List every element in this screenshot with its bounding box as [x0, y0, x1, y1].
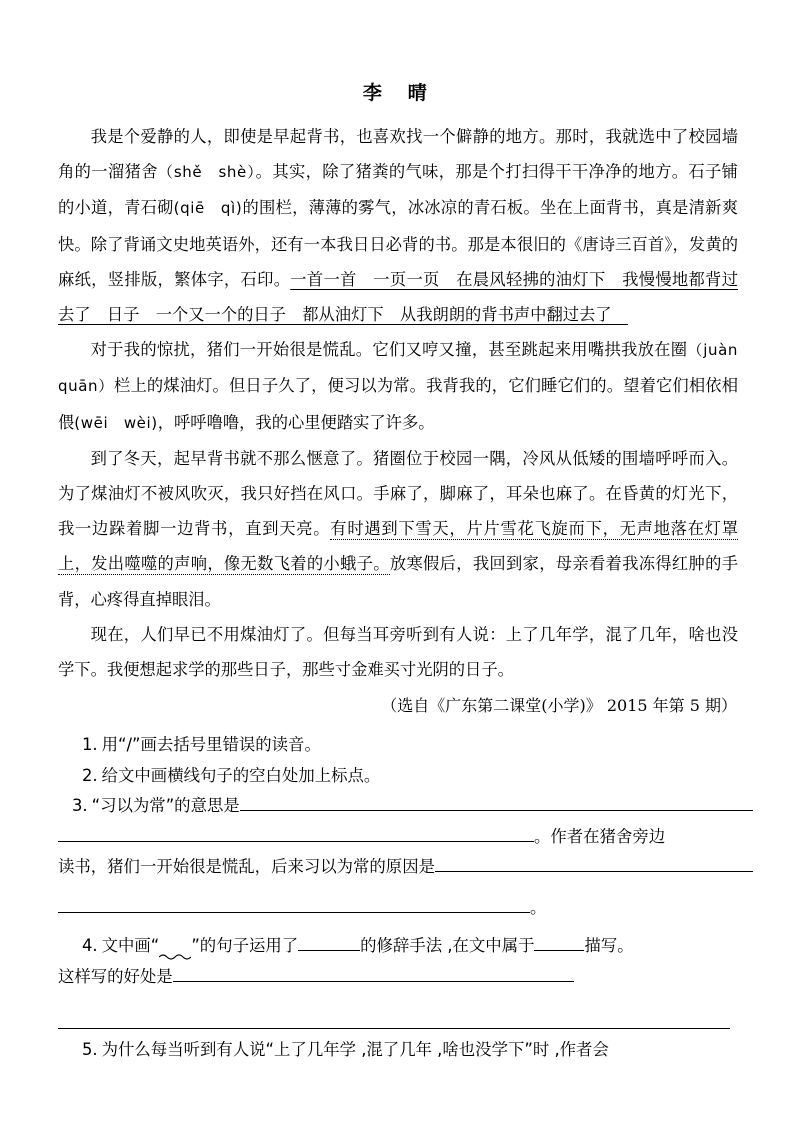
question-3-part-4: 。	[530, 897, 547, 917]
question-1	[58, 730, 753, 761]
question-4-number: 4.	[82, 936, 98, 956]
pinyin-qi: (qiē qì)	[173, 199, 243, 218]
para3-seg1: 到了冬天，起早背书就不那么惬意了。猪圈位于校园一隅，冷风从低矮的围墙呼呼而入。为了煤油灯不被风吹灭，我只好挡在风口。手麻了，脚麻了，耳朵也麻了。在昏黄的灯光下，我一边跺着脚一边背书，直到天亮。	[58, 448, 738, 539]
para2-seg1: 对于我的惊扰，猪们一开始很是慌乱。它们又哼又撞，甚至跳起来用嘴拱我放在圈	[90, 340, 688, 360]
question-5-number: 5.	[82, 1040, 98, 1060]
question-5-text: 为什么每当听到有人说“上了几年学 ,混了几年 ,啥也没学下”时 ,作者会	[101, 1040, 609, 1060]
questions-section	[0, 722, 793, 1066]
para1-seg5: 的围栏，薄薄的雾气，冰冰凉的青石板。坐在上面背书，真是清新爽快。除了背诵文史地英语外，还有一本我日日必背的书。那是本很旧的《唐诗三百首》，发黄的麻纸，竖排版，繁体字，石印。	[58, 198, 738, 289]
question-4-part-5: 这样写的好处是	[58, 966, 173, 986]
answer-blank-3d[interactable]	[58, 895, 530, 913]
question-3-part-1: “习以为常”的意思是	[91, 796, 240, 816]
question-3-line-1	[72, 791, 753, 822]
paragraph-4	[58, 617, 738, 687]
question-3-continued-2	[58, 852, 753, 883]
question-4-part-4: 描写。	[584, 936, 634, 956]
pinyin-she: （shě shè）	[157, 163, 256, 182]
answer-blank-3a[interactable]	[240, 793, 753, 811]
para4-seg1: 现在，人们早已不用煤油灯了。但每当耳旁听到有人说：上了几年学，混了几年，啥也没学下。我便想起求学的那些日子，那些寸金难买寸光阴的日子。	[58, 624, 738, 680]
answer-blank-4c[interactable]	[173, 964, 574, 982]
wavy-line-icon	[159, 946, 191, 962]
question-4-part-1: 文中画“	[101, 936, 160, 956]
question-4-part-3: 的修辞手法 ,在文中属于	[360, 936, 535, 956]
answer-blank-4d[interactable]	[58, 1004, 730, 1029]
question-4	[58, 923, 753, 962]
answer-blank-3b[interactable]	[58, 824, 534, 842]
question-3-continued-3	[58, 883, 753, 924]
question-2-number: 2.	[82, 765, 98, 785]
pinyin-juan: （juàn quān）	[58, 341, 754, 396]
page-title: 李 晴	[362, 82, 431, 104]
paragraph-3	[58, 441, 738, 617]
answer-blank-4b[interactable]	[534, 933, 584, 951]
answer-blank-3c[interactable]	[435, 854, 753, 872]
paragraph-2	[58, 332, 754, 441]
pinyin-wei: (wēi wèi)	[74, 413, 158, 432]
question-2-text: 给文中画横线句子的空白处加上标点。	[101, 765, 381, 785]
question-3	[58, 791, 753, 822]
answer-blank-4a[interactable]	[298, 933, 360, 951]
underlined-passage-1: 一首一首 一页一页 在晨风轻拂的油灯下 我慢慢地都背过去了 日子 一个又一个的日子 都从油灯下 从我朗朗的背书声中翻过去了	[58, 269, 738, 325]
question-4-continued-1	[58, 962, 753, 993]
question-4-continued-2	[58, 992, 753, 1029]
question-3-part-2: 。作者在猪舍旁边	[534, 826, 666, 846]
question-3-continued-1	[58, 822, 753, 853]
question-3-number: 3.	[72, 796, 88, 816]
question-1-number: 1.	[82, 735, 98, 755]
para1-seg1: 我是个爱静的人，即使是早起背书，也喜欢找一个僻静的地方。那时，我就选中了校园墙角的一溜猪舍	[58, 127, 738, 182]
wavy-underlined-passage: 有时遇到下雪天，片片雪花飞旋而下，无声地落在灯罩上，发出噬噬的声响，像无数飞着的小蛾子。	[58, 519, 738, 574]
question-4-part-2: ”的句子运用了	[191, 936, 299, 956]
question-2	[58, 761, 753, 792]
para3-seg3: 放寒假后，我回到家，母亲看着我冻得红肿的手背，心疼得直掉眼泪。	[58, 554, 738, 609]
question-3-part-3: 读书，猪们一开始很是慌乱，后来习以为常的原因是	[58, 857, 435, 877]
para1-seg3: 。其实，除了猪粪的气味，那是个打扫得干干净净的地方。石子铺的小道，青石砌	[58, 162, 738, 218]
question-5	[58, 1029, 753, 1066]
article-body	[0, 105, 793, 687]
paragraph-1	[58, 119, 738, 332]
para2-seg3: 栏上的煤油灯。但日子久了，便习以为常。我背我的，它们睡它们的。望着它们相依相偎	[58, 376, 738, 432]
para2-seg5: ，呼呼噜噜，我的心里便踏实了许多。	[157, 412, 435, 432]
question-1-text: 用“/”画去括号里错误的读音。	[101, 735, 321, 755]
source-attribution: （选自《广东第二课堂(小学)》 2015 年第 5 期）	[381, 696, 737, 716]
